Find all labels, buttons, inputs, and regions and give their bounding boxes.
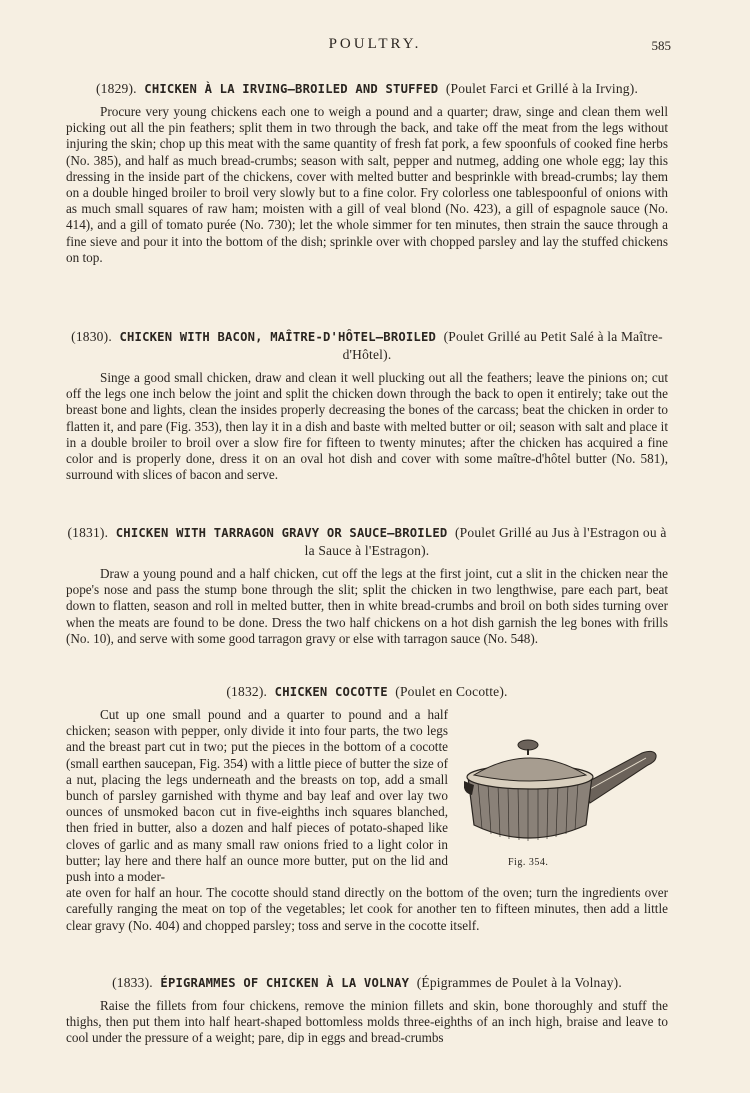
recipe-body: Raise the fillets from four chickens, remove the minion fillets and skin, bone thoroughly and stuff the thighs, then put them into half heart-shaped bottomless molds three-eighths of an inch high, braise and leave to cool under the pressure of a weight; pare, dip in eggs and bread-crumbs: [66, 998, 668, 1046]
recipe-body: Draw a young pound and a half chicken, cut off the legs at the first joint, cut a slit in the chicken near the pope's nose and pass the stump bone through the slit; split the chicken in two lengthwise, pare each part, beat down to flatten, season and roll in melted butter, then in white bread-crumbs and broil on both sides turning over when the meats are found to be done. Dress the two half chickens on a hot dish garnish the leg bones with frills (No. 10), and serve with some good tarragon gravy or else with tarragon sauce (No. 548).: [66, 566, 668, 646]
recipe-heading: [66, 80, 668, 98]
recipe-heading: [66, 524, 668, 560]
recipe-heading: [66, 328, 668, 364]
recipe-number: (1830).: [71, 329, 112, 344]
recipe-french-title: (Épigrammes de Poulet à la Volnay).: [416, 975, 622, 990]
recipe-title: CHICKEN À LA IRVING—BROILED AND STUFFED: [144, 82, 439, 96]
recipe-title: CHICKEN COCOTTE: [274, 685, 388, 699]
recipe-title: CHICKEN WITH TARRAGON GRAVY OR SAUCE—BROILED: [115, 526, 448, 540]
figure-caption: Fig. 354.: [508, 857, 549, 868]
recipe-heading: [66, 974, 668, 992]
recipe-french-title: (Poulet Grillé au Petit Salé à la Maître-d'Hôtel).: [342, 329, 663, 362]
recipe-1833: [66, 974, 668, 1047]
running-head: [0, 36, 750, 56]
recipe-title: CHICKEN WITH BACON, MAÎTRE-D'HÔTEL—BROILED: [119, 330, 437, 344]
recipe-french-title: (Poulet Farci et Grillé à la Irving).: [445, 81, 639, 96]
recipe-french-title: (Poulet en Cocotte).: [395, 684, 508, 699]
recipe-number: (1829).: [95, 81, 137, 96]
recipe-number: (1832).: [226, 684, 268, 699]
recipe-body-continued: ate oven for half an hour. The cocotte should stand directly on the bottom of the oven; turn the ingredients over carefully ranging the meat on top of the vegetables; let cook for another ten to fifteen minutes, then add a little clear gravy (No. 404) and chopped parsley; toss and serve in the cocotte itself.: [66, 885, 668, 933]
recipe-1832: [66, 683, 668, 934]
recipe-body: Singe a good small chicken, draw and clean it well plucking out all the feathers; leave the pinions on; cut off the legs one inch below the joint and split the chicken down through the back to open it entirely; take out the breast bone and lights, clean the insides properly decreasing the bones of the carcass; beat the chicken in order to flatten it, and pare (Fig. 353), then lay it in a dish and baste with melted butter or oil; season with salt and place it in a double broiler to broil over a slow fire for fifteen to twenty minutes; after the chicken has acquired a fine color and is properly done, dress it on an oval hot dish and cover with some maître-d'hôtel butter (No. 581), surround with slices of bacon and serve.: [66, 370, 668, 483]
recipe-1830: [66, 328, 668, 483]
recipe-heading: [66, 683, 668, 701]
cocotte-figure: [464, 733, 664, 873]
cocotte-saucepan-illustration: [464, 733, 664, 858]
recipe-body: Cut up one small pound and a quarter to pound and a half chicken; season with pepper, only divide it into four parts, the two legs and the breast part cut in two; put the pieces in the bottom of a cocotte (small earthen saucepan, Fig. 354) with a little piece of butter the size of a nut, placing the legs underneath and the breasts on top, add a small bunch of parsley garnished with thyme and bay leaf and over lay two ounces of unsmoked bacon cut in five-eighths inch squares blanched, then fried in butter, also a dozen and half pieces of potato-shaped like cloves of garlic and as many small raw onions fried to a light color in butter; lay here and there half an ounce more butter, put on the lid and push into a moder-: [66, 707, 448, 885]
recipe-body: Procure very young chickens each one to weigh a pound and a quarter; draw, singe and clean them well picking out all the pin feathers; split them in two through the back, and take off the meat from the legs without injuring the skin; chop up this meat with the same quantity of fresh fat pork, a few spoonfuls of cooked fine herbs (No. 385), and half as much bread-crumbs; season with salt, pepper and nutmeg, adding one whole egg; lay this dressing in the inside part of the chickens, cover with melted butter and besprinkle with bread-crumbs; lay them on a double hinged broiler to broil very slowly but to a fine color. Fry colorless one tablespoonful of onions with as much small squares of raw ham; moisten with a gill of veal blond (No. 423), a gill of espagnole sauce (No. 414), and a gill of tomato purée (No. 730); let the whole simmer for ten minutes, then strain the sauce through a fine sieve and pour it into the bottom of the dish; sprinkle over with chopped parsley and lay the stuffed chickens on top.: [66, 104, 668, 265]
recipe-number: (1833).: [112, 975, 153, 990]
recipe-title: ÉPIGRAMMES OF CHICKEN À LA VOLNAY: [160, 976, 410, 990]
recipe-1829: [66, 80, 668, 266]
running-title: POULTRY.: [328, 36, 422, 52]
page-number: 585: [651, 38, 671, 53]
recipe-number: (1831).: [67, 525, 109, 540]
recipe-1831: [66, 524, 668, 647]
recipe-french-title: (Poulet Grillé au Jus à l'Estragon ou à la Sauce à l'Estragon).: [304, 525, 667, 558]
